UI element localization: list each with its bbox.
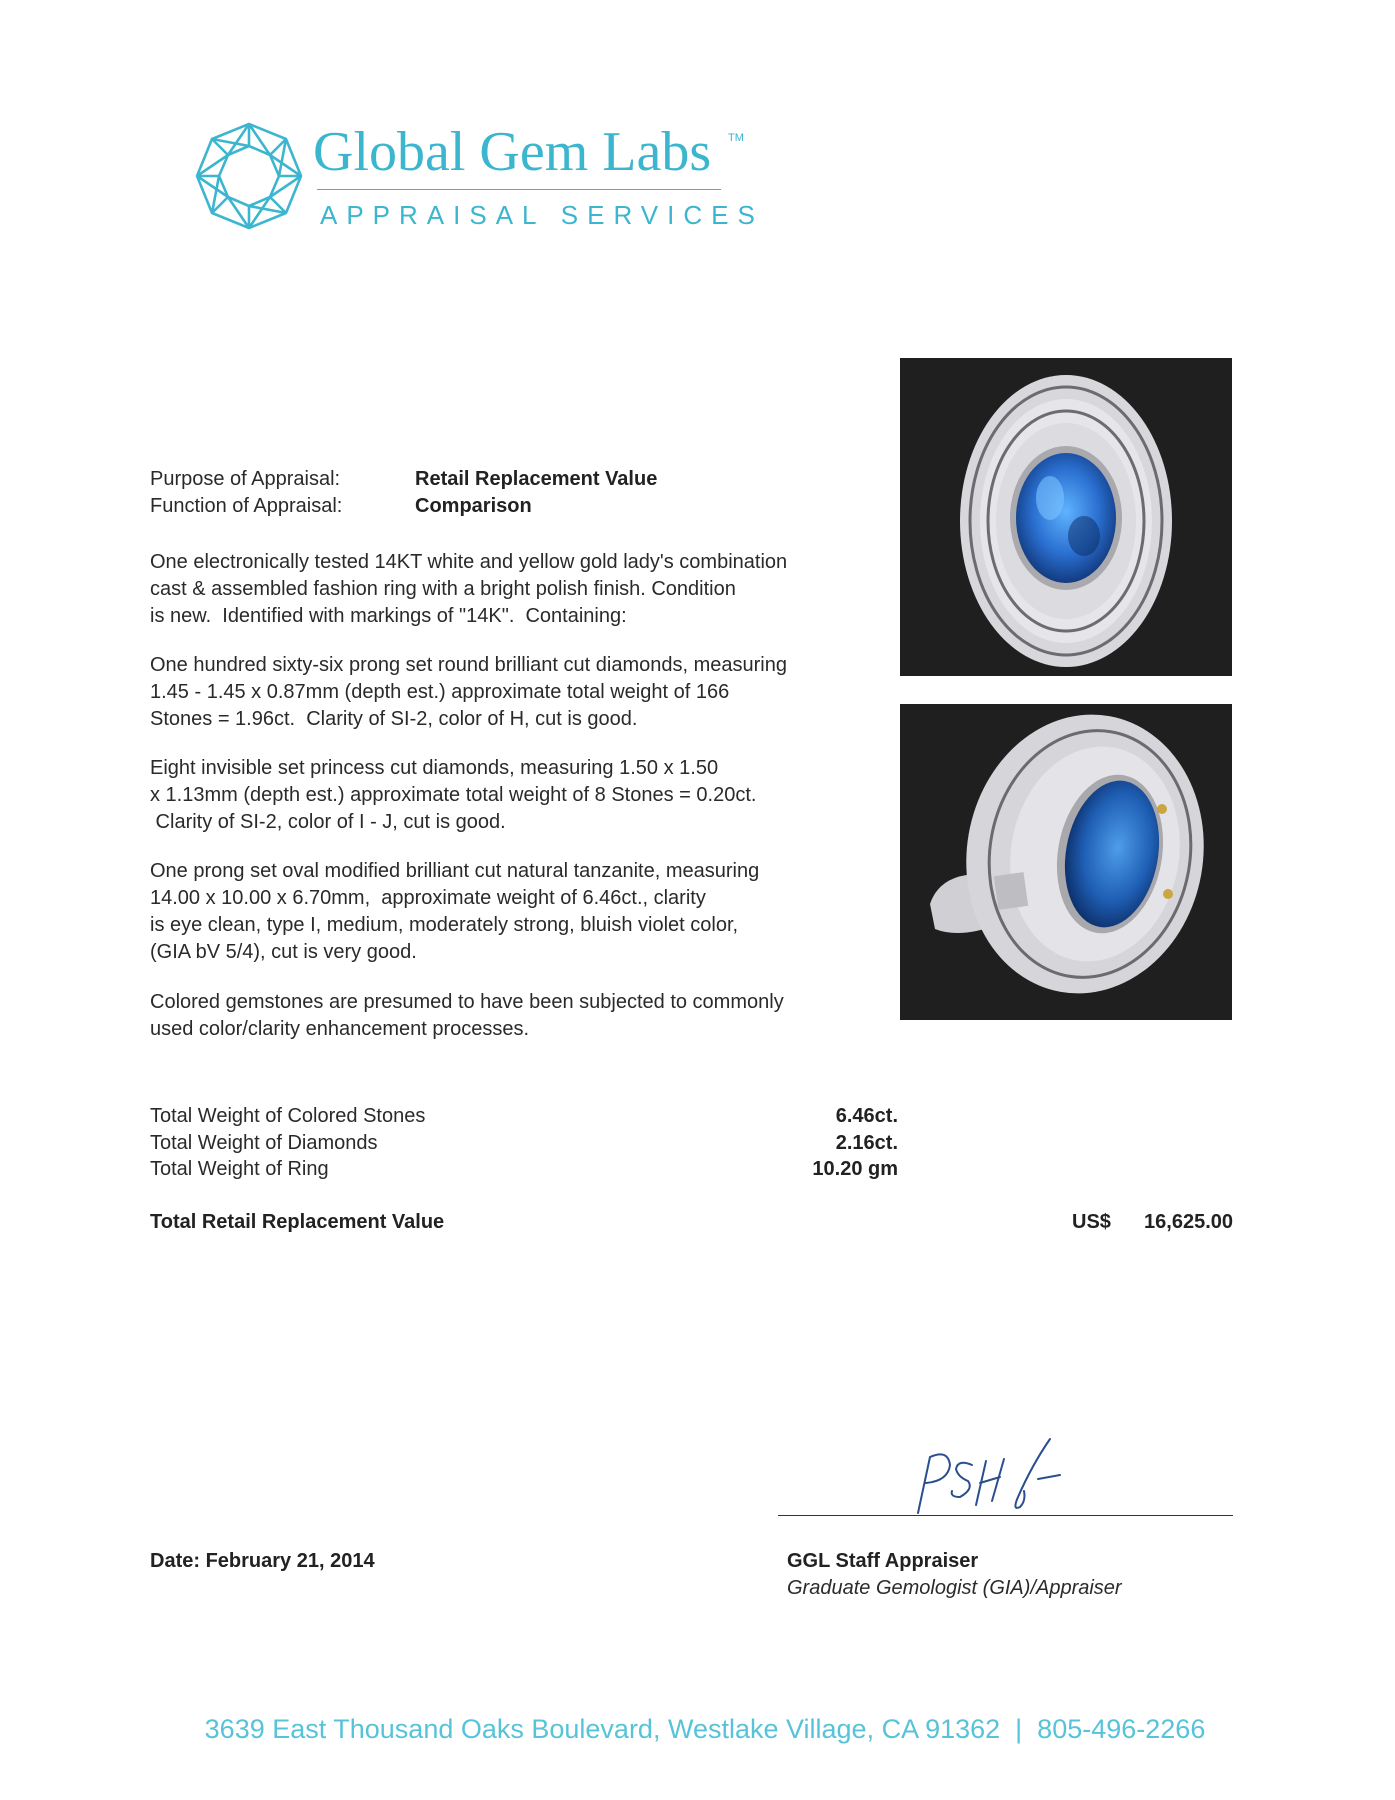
ring-photo-top [900, 358, 1232, 676]
text-line: is eye clean, type I, medium, moderately strong, bluish violet color, [150, 914, 739, 936]
currency-label: US$ [1072, 1211, 1111, 1233]
ring-side-view-illustration [900, 704, 1232, 1020]
round-diamonds-description [150, 652, 890, 733]
text-line: used color/clarity enhancement processes. [150, 1018, 530, 1040]
text-line: Stones = 1.96ct. Clarity of SI-2, color of H, cut is good. [150, 708, 638, 730]
total-ring-weight-value: 10.20 gm [812, 1158, 898, 1180]
brand-subtitle: APPRAISAL SERVICES [320, 200, 764, 230]
tanzanite-description [150, 858, 890, 966]
text-line: (GIA bV 5/4), cut is very good. [150, 941, 417, 963]
total-colored-stones-label: Total Weight of Colored Stones [150, 1105, 426, 1127]
text-line: is new. Identified with markings of "14K". Containing: [150, 605, 627, 627]
brand-divider [317, 189, 721, 190]
function-label: Function of Appraisal: [150, 495, 343, 517]
text-line: Clarity of SI-2, color of I - J, cut is good. [150, 811, 506, 833]
text-line: 1.45 - 1.45 x 0.87mm (depth est.) approximate total weight of 166 [150, 681, 730, 703]
text-line: x 1.13mm (depth est.) approximate total weight of 8 Stones = 0.20ct. [150, 784, 757, 806]
appraiser-title: GGL Staff Appraiser [787, 1550, 979, 1572]
function-value: Comparison [415, 495, 532, 517]
brand-name: Global Gem Labs [313, 121, 712, 183]
appraisal-date: Date: February 21, 2014 [150, 1550, 375, 1572]
text-line: Eight invisible set princess cut diamonds, measuring 1.50 x 1.50 [150, 757, 719, 779]
total-diamonds-value: 2.16ct. [835, 1132, 898, 1154]
text-line: One prong set oval modified brilliant cut natural tanzanite, measuring [150, 860, 760, 882]
total-value-amount: 16,625.00 [1144, 1211, 1233, 1233]
appraiser-credential: Graduate Gemologist (GIA)/Appraiser [787, 1577, 1122, 1599]
trademark-mark: TM [728, 132, 744, 144]
gem-diamond-icon [193, 120, 305, 232]
ring-photo-side [900, 704, 1232, 1020]
total-colored-stones-value: 6.46ct. [835, 1105, 898, 1127]
ring-description [150, 549, 890, 630]
text-line: One electronically tested 14KT white and yellow gold lady's combination [150, 551, 788, 573]
signature-line [778, 1515, 1233, 1516]
text-line: One hundred sixty-six prong set round brilliant cut diamonds, measuring [150, 654, 787, 676]
text-line: cast & assembled fashion ring with a bright polish finish. Condition [150, 578, 736, 600]
princess-diamonds-description [150, 755, 890, 836]
ring-top-view-illustration [900, 358, 1232, 676]
purpose-label: Purpose of Appraisal: [150, 468, 341, 490]
text-line: 14.00 x 10.00 x 6.70mm, approximate weight of 6.46ct., clarity [150, 887, 706, 909]
text-line: Colored gemstones are presumed to have been subjected to commonly [150, 991, 784, 1013]
enhancement-disclaimer [150, 989, 890, 1043]
total-value-label: Total Retail Replacement Value [150, 1211, 445, 1233]
footer-address-text: 3639 East Thousand Oaks Boulevard, Westlake Village, CA 91362 | 805-496-2266 [204, 1714, 1206, 1744]
total-diamonds-label: Total Weight of Diamonds [150, 1132, 378, 1154]
footer-address [0, 1683, 1395, 1745]
total-ring-weight-label: Total Weight of Ring [150, 1158, 329, 1180]
appraiser-signature [900, 1435, 1080, 1525]
purpose-value: Retail Replacement Value [415, 468, 658, 490]
